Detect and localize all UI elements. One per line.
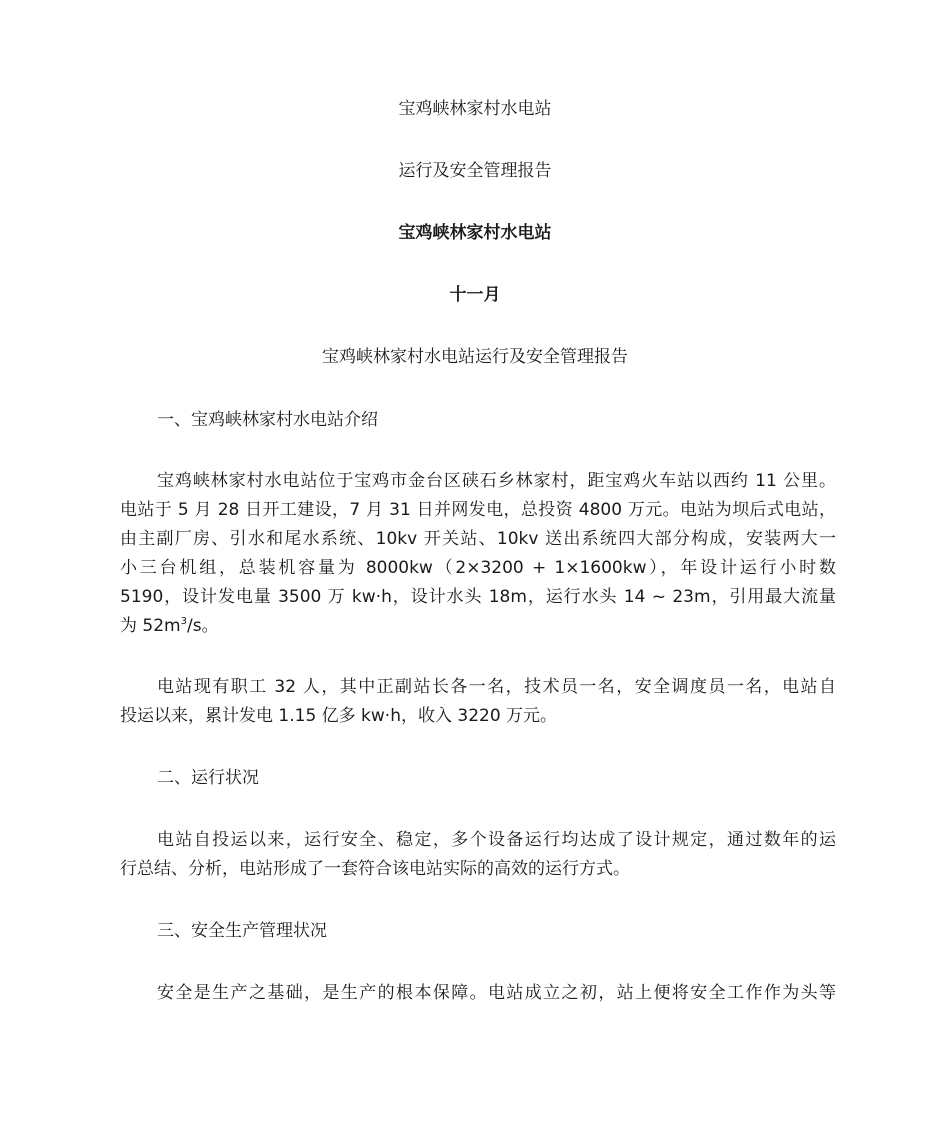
paragraph-line: 投运以来，累计发电 1.15 亿多 kw·h，收入 3220 万元。 — [120, 706, 558, 726]
cover-title-line1: 宝鸡峡林家村水电站 — [398, 99, 552, 119]
cover-title-line2: 运行及安全管理报告 — [398, 161, 552, 181]
cover-org-name: 宝鸡峡林家村水电站 — [398, 223, 552, 243]
flow-rate-prefix: 为 52m — [120, 616, 181, 636]
flow-rate-superscript: 3 — [180, 616, 187, 627]
section2-heading: 二、运行状况 — [157, 768, 259, 788]
report-title: 宝鸡峡林家村水电站运行及安全管理报告 — [322, 347, 628, 367]
section1-paragraph2 — [120, 673, 836, 731]
paragraph-line: 行总结、分析，电站形成了一套符合该电站实际的高效的运行方式。 — [120, 859, 630, 879]
flow-rate-suffix: /s。 — [186, 616, 219, 636]
section3-paragraph — [120, 979, 836, 1008]
paragraph-line: 由主副厂房、引水和尾水系统、10kv 开关站、10kv 送出系统四大部分构成，安装两大一 — [120, 529, 836, 549]
paragraph-line: 宝鸡峡林家村水电站位于宝鸡市金台区硖石乡林家村，距宝鸡火车站以西约 11 公里。 — [157, 471, 836, 491]
paragraph-line: 电站于 5 月 28 日开工建设，7 月 31 日并网发电，总投资 4800 万元。电站为坝后式电站， — [120, 500, 836, 520]
paragraph-line: 电站现有职工 32 人，其中正副站长各一名，技术员一名，安全调度员一名，电站自 — [157, 677, 836, 697]
section2-paragraph — [120, 826, 836, 884]
section3-heading: 三、安全生产管理状况 — [157, 921, 327, 941]
section1-paragraph1 — [120, 467, 836, 641]
paragraph-line: 安全是生产之基础，是生产的根本保障。电站成立之初，站上便将安全工作作为头等 — [157, 983, 836, 1003]
section1-heading: 一、宝鸡峡林家村水电站介绍 — [157, 410, 378, 430]
paragraph-line — [120, 612, 836, 641]
paragraph-line: 电站自投运以来，运行安全、稳定，多个设备运行均达成了设计规定，通过数年的运 — [157, 830, 836, 850]
cover-month: 十一月 — [449, 285, 501, 305]
paragraph-line: 小三台机组，总装机容量为 8000kw（2×3200 + 1×1600kw），年设计运行小时数 — [120, 558, 836, 578]
paragraph-line: 5190，设计发电量 3500 万 kw·h，设计水头 18m，运行水头 14 ~ 23m，引用最大流量 — [120, 587, 836, 607]
